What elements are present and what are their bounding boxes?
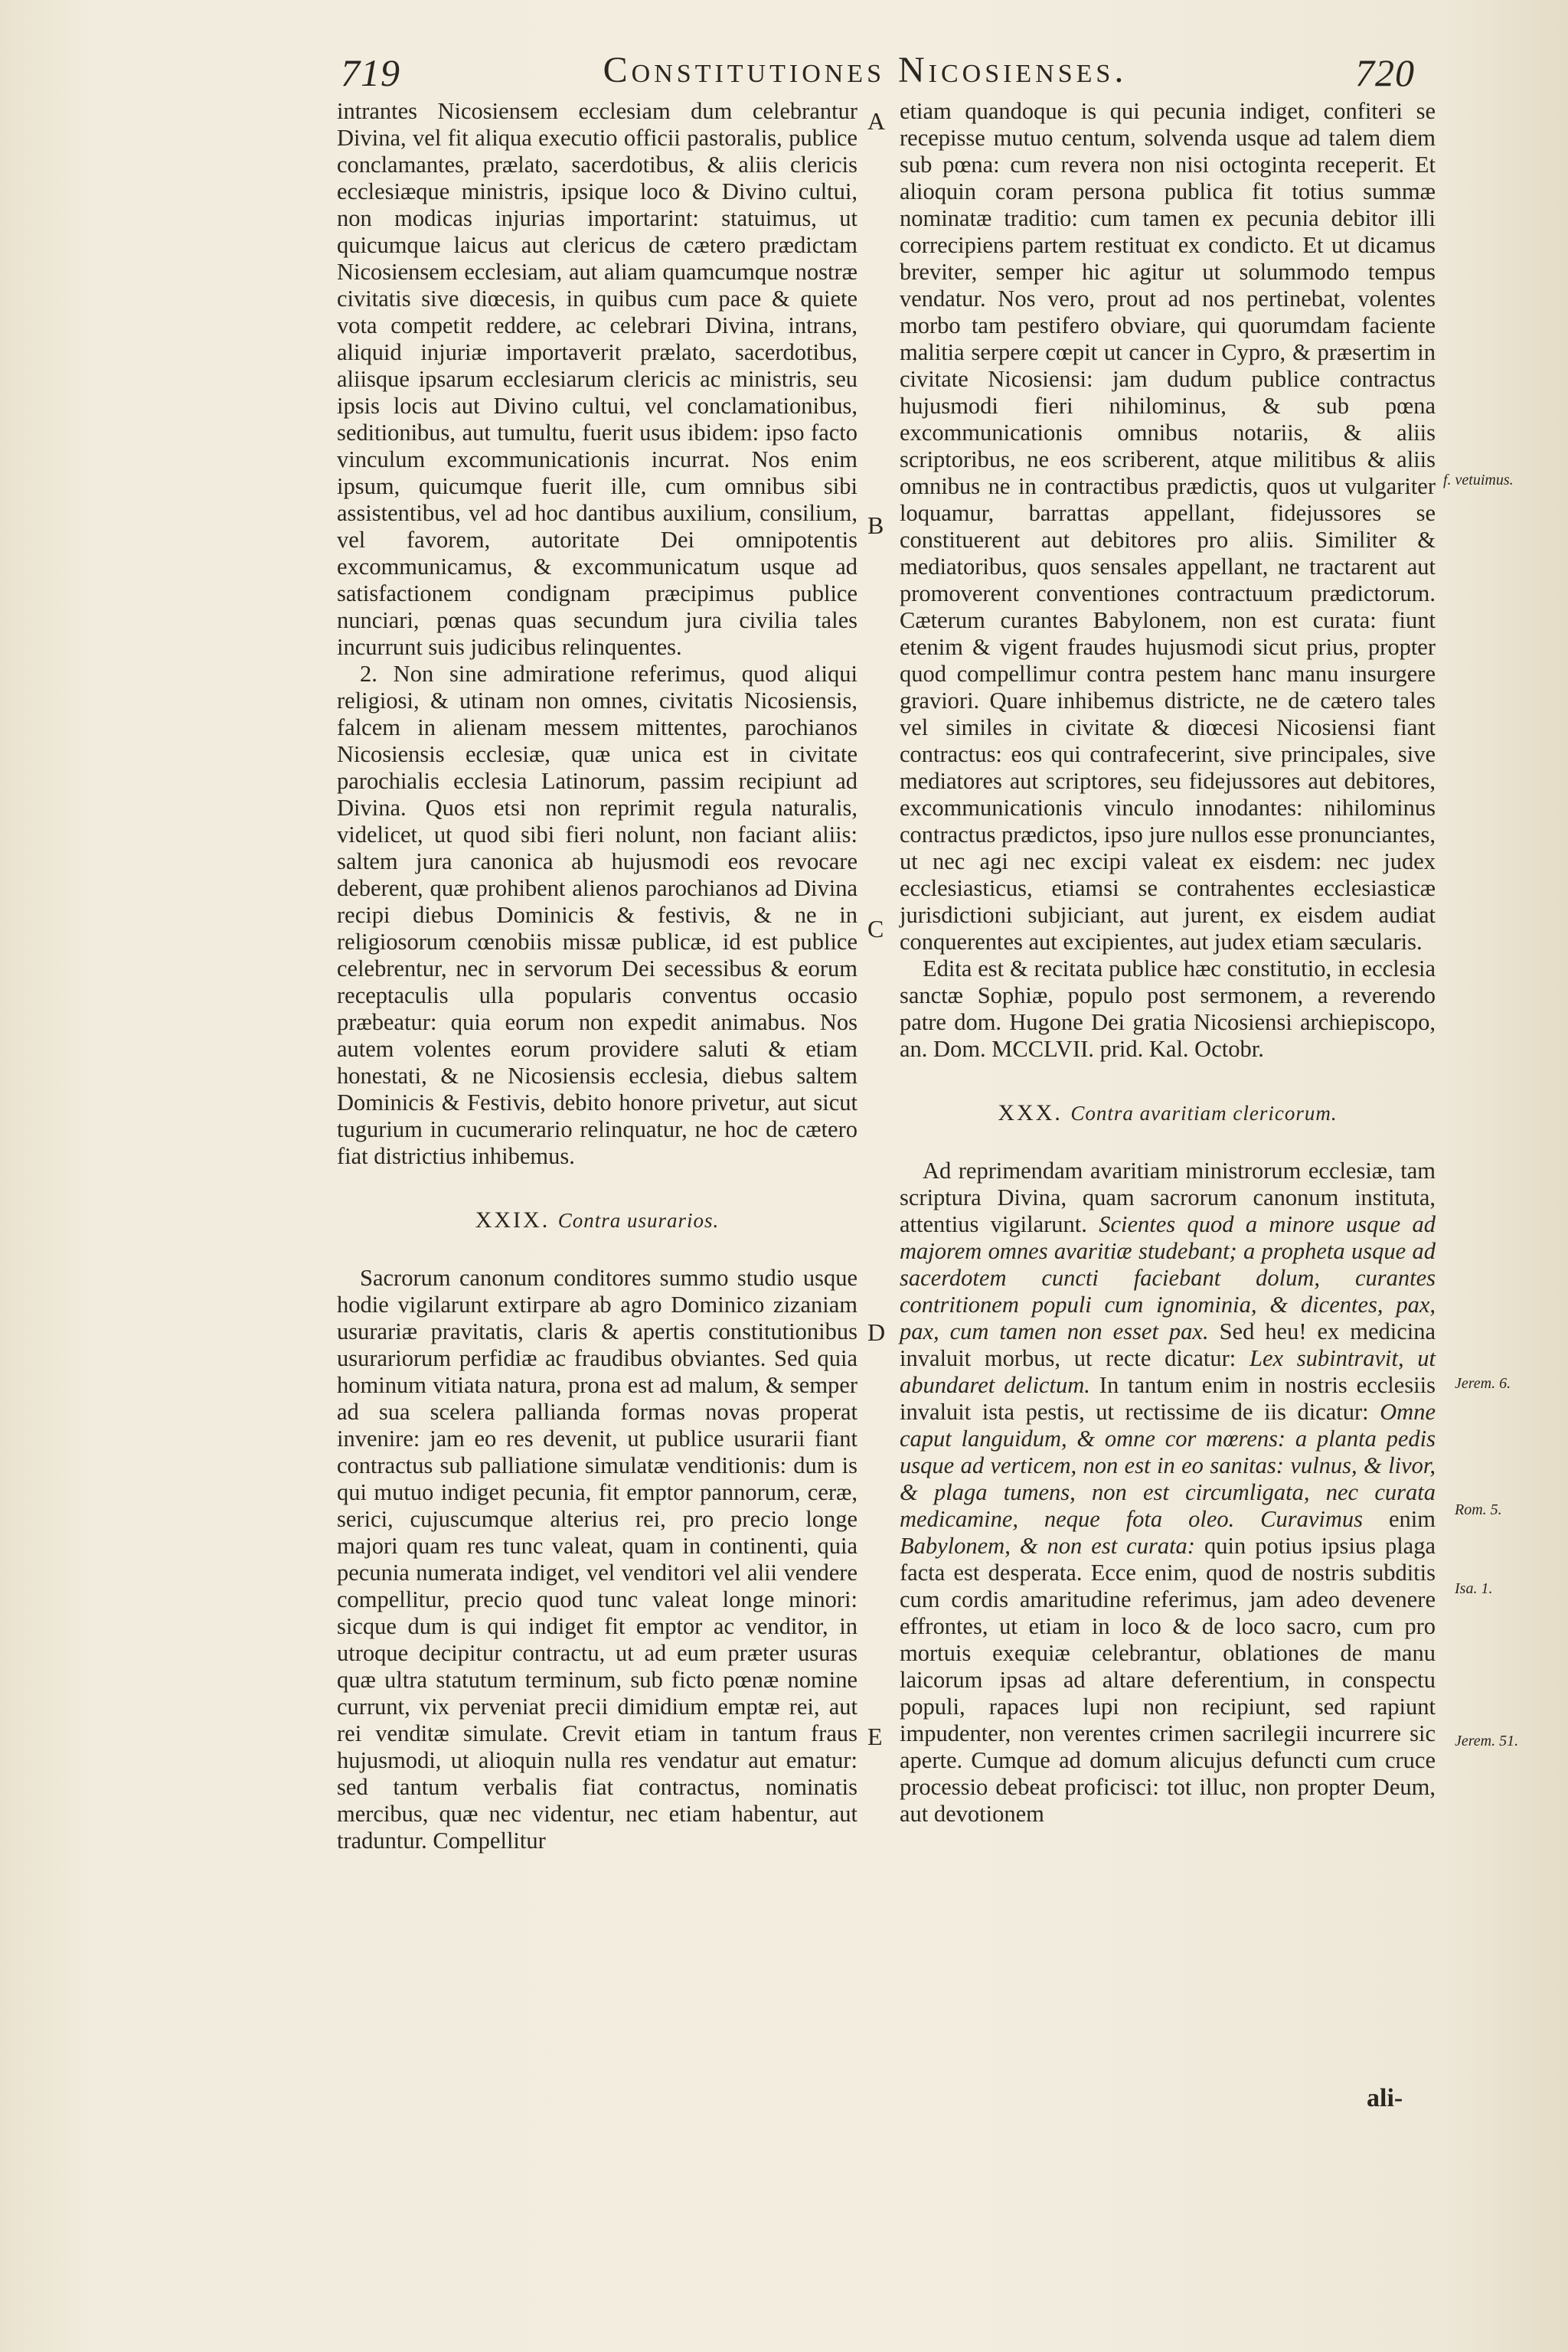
- chapter-heading-29: [337, 1207, 858, 1234]
- left-column: [337, 98, 858, 1854]
- chapter-heading-30: [900, 1099, 1436, 1127]
- chapter-number: XXIX.: [475, 1207, 550, 1233]
- margin-letter-a: A: [867, 107, 886, 135]
- right-column: [900, 98, 1436, 1828]
- catchword: ali-: [1367, 2084, 1403, 2112]
- paragraph-right-3: [900, 1158, 1436, 1828]
- margin-letter-e: E: [867, 1723, 883, 1750]
- text-run: enim: [1389, 1506, 1436, 1532]
- margin-letter-d: D: [867, 1318, 886, 1346]
- text-run: In tantum enim in nostris ecclesiis invaluit ista pestis, ut rectissime de iis dicatur:: [900, 1372, 1436, 1425]
- side-note-romans-5: Rom. 5.: [1455, 1501, 1502, 1518]
- margin-letter-b: B: [867, 511, 884, 539]
- scripture-quote: Scientes quod a minore usque ad majorem omnes avaritiæ studebant; a propheta usque ad sacerdotem cuncti faciebant dolum, curantes contritionem populi cum ignominia, & dicentes, pax, pax, cum tamen non esset pax.: [900, 1211, 1436, 1344]
- running-title: Constitutiones Nicosienses.: [603, 50, 1128, 90]
- side-note-isaiah-1: Isa. 1.: [1455, 1580, 1493, 1597]
- side-note-vetuimus: f. vetuimus.: [1443, 472, 1514, 488]
- right-page-number: 720: [1355, 51, 1415, 94]
- text-run: quin potius ipsius plaga facta est desperata. Ecce enim, quod de nostris subditis cum cordis amaritudine referimus, jam adeo devenere effrontes, ut etiam in loco & de loco sacro, cum pro mortuis exequiæ celebrantur, oblationes de manu laicorum ipsas ad altare deferentium, in conspectu populi, rapaces lupi non recipiunt, sed rapiunt impudenter, non verentes crimen sacrilegii incurrere sic aperte. Cumque ad domum alicujus defuncti cum cruce processio debeat proficisci: tot illuc, non propter Deum, aut devotionem: [900, 1533, 1436, 1827]
- chapter-number: XXX.: [998, 1100, 1063, 1125]
- scripture-quote: Babylonem, & non est curata:: [900, 1533, 1195, 1559]
- side-note-jeremiah-51: Jerem. 51.: [1455, 1733, 1519, 1749]
- paragraph-right-1: etiam quandoque is qui pecunia indiget, confiteri se recepisse mutuo centum, solvenda usque ad talem diem sub pœna: cum revera non nisi octoginta receperit. Et alioquin coram persona publica fit totius summæ nominatæ traditio: cum tamen ex pecunia debitor illi correcipiens partem restituat ex condicto. Et ut dicamus breviter, semper hic agitur ut solummodo tempus vendatur. Nos vero, prout ad nos pertinebat, volentes morbo tam pestifero obviare, qui quorumdam faciente malitia serpere cœpit ut cancer in Cypro, & præsertim in civitate Nicosiensi: jam dudum publice contractus hujusmodi fieri nihilominus, & sub pœna excommunicationis omnibus notariis, & aliis scriptoribus, ne eos scriberent, atque militibus & aliis omnibus ne in contractibus prædictis, quos ut vulgariter loquamur, barrattas appellant, fidejussores se constituerent aut debitores pro aliis. Similiter & mediatoribus, quos sensales appellant, ne tractarent aut promoverent conventiones contractuum prædictorum. Cæterum curantes Babylonem, non est curata: fiunt etenim & vigent fraudes hujusmodi sicut prius, propter quod compellimur contra pestem hanc manu insurgere graviori. Quare inhibemus districte, ne de cætero tales vel similes in civitate & diœcesi Nicosiensi fiant contractus: eos qui contrafecerint, sive principales, sive mediatores aut scriptores, seu fidejussores aut debitores, excommunicationis vinculo innodantes: nihilominus contractus prædictos, ipso jure nullos esse pronunciantes, ut nec agi nec excipi valeat ex eisdem: nec judex ecclesiasticus, etiamsi se contrahentes ecclesiasticæ jurisdictioni subjiciant, aut jurent, ex eisdem audiat conquerentes aut excipientes, aut judex etiam sæcularis.: [900, 98, 1436, 955]
- paragraph-left-1: intrantes Nicosiensem ecclesiam dum celebrantur Divina, vel fit aliqua executio officii pastoralis, publice conclamantes, prælato, sacerdotibus, & aliis clericis ecclesiæque ministris, ipsique loco & Divino cultui, non modicas injurias importarint: statuimus, ut quicumque laicus aut clericus de cætero prædictam Nicosiensem ecclesiam, aut aliam quamcumque nostræ civitatis sive diœcesis, in quibus cum pace & quiete vota competit reddere, ac celebrari Divina, intrans, aliquid injuriæ importaverit prælato, sacerdotibus, aliisque ipsarum ecclesiarum clericis ac ministris, seu ipsis locis aut Divino cultui, vel conclamationibus, seditionibus, aut tumultu, fuerit usus ibidem: ipso facto vinculum excommunicationis incurrat. Nos enim ipsum, quicumque fuerit ille, cum omnibus sibi assistentibus, vel ad hoc dantibus auxilium, consilium, vel favorem, autoritate Dei omnipotentis excommunicamus, & excommunicatum usque ad satisfactionem condignam præcipimus publice nunciari, pœnas quas secundum jura civilia tales incurrunt suis judicibus relinquentes.: [337, 98, 858, 660]
- paragraph-left-2: 2. Non sine admiratione referimus, quod aliqui religiosi, & utinam non omnes, civitatis Nicosiensis, falcem in alienam messem mittentes, parochianos Nicosiensis ecclesiæ, quæ unica est in civitate parochialis ecclesia Latinorum, passim recipiunt ad Divina. Quos etsi non reprimit regula naturalis, videlicet, ut quod sibi fieri nolunt, non faciant aliis: saltem jura canonica ab hujusmodi eos revocare deberent, quæ prohibent alienos parochianos ad Divina recipi diebus Dominicis & festivis, & ne in religiosorum cœnobiis missæ publicæ, id est publice celebrentur, nec in servorum Dei secessibus & eorum receptaculis ulla popularis conventus occasio præbeatur: quia eorum non expedit animabus. Nos autem volentes eorum providere saluti & etiam honestati, & ne Nicosiensis ecclesia, diebus saltem Dominicis & Festivis, debito honore privetur, aut sicut tugurium in cucumerario relinquatur, ne hoc de cætero fiat districtius inhibemus.: [337, 661, 858, 1169]
- chapter-title: Contra avaritiam clericorum.: [1070, 1102, 1338, 1125]
- chapter-title: Contra usurarios.: [557, 1209, 720, 1232]
- paragraph-left-3: Sacrorum canonum conditores summo studio usque hodie vigilarunt extirpare ab agro Dominico zizaniam usurariæ pravitatis, claris & apertis constitutionibus usurariorum perfidiæ ac fraudibus obviantes. Sed quia hominum vitiata natura, prona est ad malum, & semper ad sua scelera pallianda formas novas properat invenire: jam eo res devenit, ut publice usurarii fiant contractus sub palliatione simulatæ venditionis: dum is qui mutuo indiget pecunia, fit emptor pannorum, ceræ, serici, cujuscumque alterius rei, pro precio longe majori quam res tunc valeat, quam in continenti, quia pecunia numerata indiget, vel venditori vel alii vendere compellitur, precio quod tunc valeat longe minori: sicque dum is qui indiget fit emptor ac venditor, in utroque decipitur contractu, ut ad eum præter usuras quæ ultra statutum terminum, sub ficto pœnæ nomine currunt, vix perveniat precii dimidium emptæ rei, aut rei venditæ simulate. Crevit etiam in tantum fraus hujusmodi, ut alioquin nulla res vendatur aut ematur: sed tantum verbalis fiat contractus, nominatis mercibus, quæ nec videntur, nec etiam habentur, aut traduntur. Compellitur: [337, 1265, 858, 1854]
- side-note-jeremiah-6: Jerem. 6.: [1455, 1375, 1511, 1392]
- scripture-quote: Omne caput languidum, & omne cor mœrens: a planta pedis usque ad verticem, non est in eo sanitas: vulnus, & livor, & plaga tumens, non est circumligata, nec curata medicamine, neque fota oleo. Curavimus: [900, 1399, 1436, 1532]
- paragraph-right-2: Edita est & recitata publice hæc constitutio, in ecclesia sanctæ Sophiæ, populo post sermonem, a reverendo patre dom. Hugone Dei gratia Nicosiensi archiepiscopo, an. Dom. MCCLVII. prid. Kal. Octobr.: [900, 956, 1436, 1062]
- scripture-quote: Lex subintravit, ut abundaret delictum.: [900, 1345, 1436, 1398]
- margin-letter-c: C: [867, 915, 884, 942]
- left-page-number: 719: [341, 51, 400, 94]
- text-run: Sed heu! ex medicina invaluit morbus, ut recte dicatur:: [900, 1318, 1436, 1371]
- text-run: Ad reprimendam avaritiam ministrorum ecclesiæ, tam scriptura Divina, quam sacrorum canonum instituta, attentius vigilarunt.: [900, 1158, 1436, 1237]
